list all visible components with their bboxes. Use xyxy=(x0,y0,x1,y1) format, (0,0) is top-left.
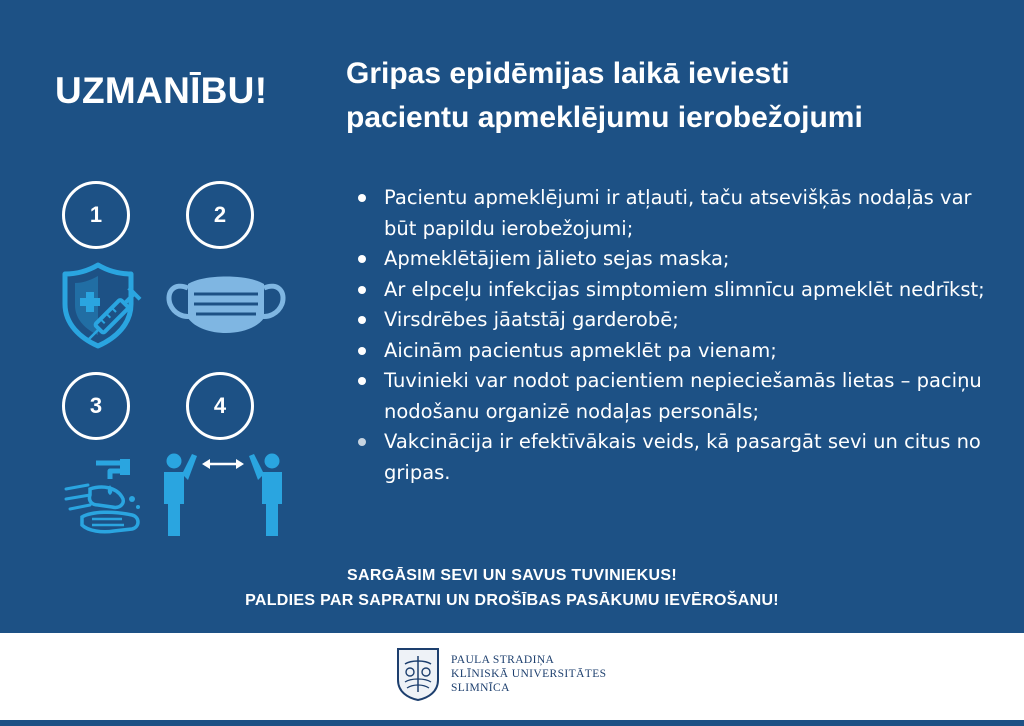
main-title-line-2: pacientu apmeklējumu ierobežojumi xyxy=(346,101,863,134)
list-item: Apmeklētājiem jālieto sejas maska; xyxy=(356,244,996,275)
footer-message-line-2: PALDIES PAR SAPRATNI UN DROŠĪBAS PASĀKUMU IEVĒROŠANU! xyxy=(245,592,779,609)
hospital-name-line-1: PAULA STRADIŅA xyxy=(451,654,555,666)
main-title xyxy=(346,52,863,140)
main-title-line-1: Gripas epidēmijas laikā ieviesti xyxy=(346,57,790,90)
footer-message-line-1: SARGĀSIM SEVI UN SAVUS TUVINIEKUS! xyxy=(347,567,677,584)
alert-heading: UZMANĪBU! xyxy=(55,70,268,111)
hospital-name xyxy=(451,653,606,695)
step-4-circle: 4 xyxy=(186,372,254,440)
list-item: Tuvinieki var nodot pacientiem nepieciešamās lietas – paciņu nodošanu organizē nodaļas personāls; xyxy=(356,366,996,427)
hospital-crest-icon xyxy=(395,646,441,702)
hospital-name-line-2: KLĪNISKĀ UNIVERSITĀTES xyxy=(451,668,607,680)
social-distance-icon xyxy=(150,452,296,538)
rules-list xyxy=(356,183,996,488)
vaccine-shield-icon xyxy=(58,260,148,352)
list-item: Ar elpceļu infekcijas simptomiem slimnīcu apmeklēt nedrīkst; xyxy=(356,275,996,306)
list-item: Aicinām pacientus apmeklēt pa vienam; xyxy=(356,336,996,367)
step-3-circle: 3 xyxy=(62,372,130,440)
list-item: Vakcinācija ir efektīvākais veids, kā pasargāt sevi un citus no gripas. xyxy=(356,427,996,488)
hand-washing-icon xyxy=(62,455,144,545)
bottom-divider xyxy=(0,720,1024,726)
face-mask-icon xyxy=(164,268,288,344)
step-1-circle: 1 xyxy=(62,181,130,249)
hospital-name-line-3: SLIMNĪCA xyxy=(451,682,510,694)
list-item: Virsdrēbes jāatstāj garderobē; xyxy=(356,305,996,336)
step-2-circle: 2 xyxy=(186,181,254,249)
hospital-logo xyxy=(395,646,606,702)
list-item: Pacientu apmeklējumi ir atļauti, taču atsevišķās nodaļās var būt papildu ierobežojumi; xyxy=(356,183,996,244)
